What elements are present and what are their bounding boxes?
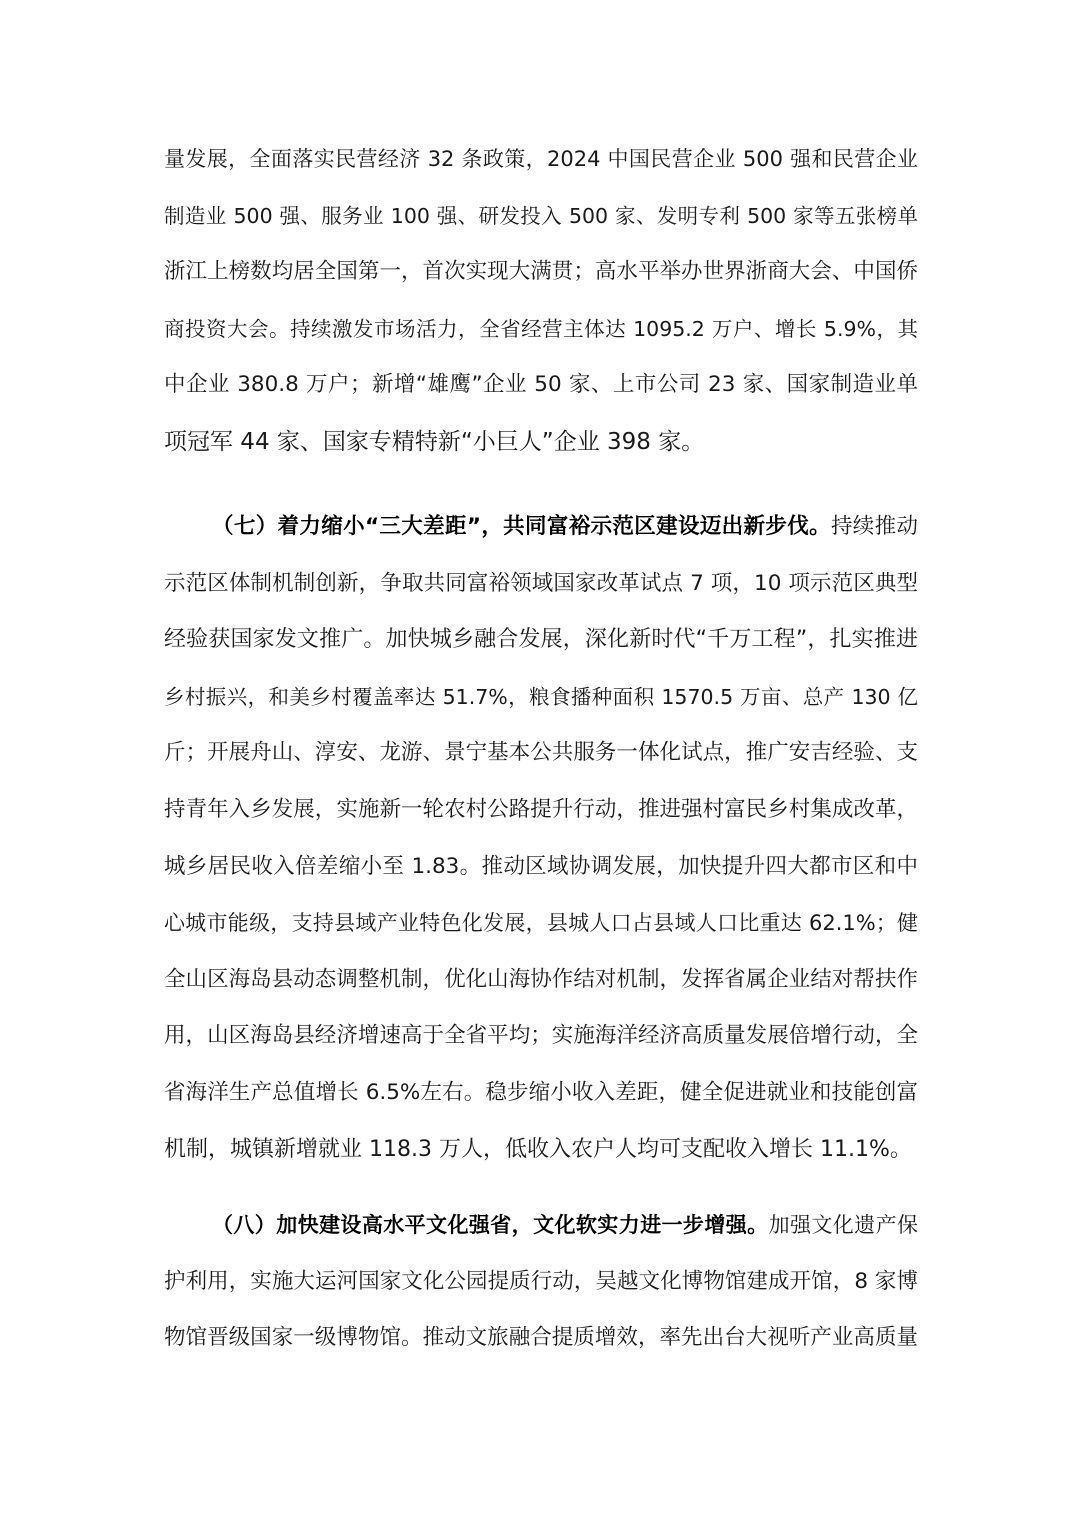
text-line: 机制，城镇新增就业 118.3 万人，低收入农户人均可支配收入增长 11.1%。 xyxy=(164,1136,912,1162)
paragraph-common-prosperity xyxy=(164,499,918,1178)
text-line: 中企业 380.8 万户；新增“雄鹰”企业 50 家、上市公司 23 家、国家制造业单 xyxy=(164,372,918,398)
paragraph-cultural-province xyxy=(164,1197,918,1367)
text-line: 经验获国家发文推广。加快城乡融合发展，深化新时代“千万工程”，扎实推进 xyxy=(164,627,918,653)
text-line: 心城市能级，支持县域产业特色化发展，县城人口占县域人口比重达 62.1%；健 xyxy=(164,911,918,936)
text-line: 浙江上榜数均居全国第一，首次实现大满贯；高水平举办世界浙商大会、中国侨 xyxy=(164,259,918,285)
paragraph-first-line xyxy=(164,499,918,556)
text-line: 乡村振兴，和美乡村覆盖率达 51.7%，粮食播种面积 1570.5 万亩、总产 130 亿 xyxy=(164,684,918,709)
section-heading-7: （七）着力缩小“三大差距”，共同富裕示范区建设迈出新步伐。 xyxy=(212,514,831,539)
text-run: 加强文化遗产保 xyxy=(768,1213,918,1237)
text-line: 省海洋生产总值增长 6.5%左右。稳步缩小收入差距，健全促进就业和技能创富 xyxy=(164,1079,918,1105)
text-line: 制造业 500 强、服务业 100 强、研发投入 500 家、发明专利 500 家等五张榜单 xyxy=(164,203,918,228)
text-line: 用，山区海岛县经济增速高于全省平均；实施海洋经济高质量发展倍增行动，全 xyxy=(164,1023,918,1049)
text-line: 商投资大会。持续激发市场活力，全省经营主体达 1095.2 万户、增长 5.9%，其 xyxy=(164,316,918,341)
text-line: 量发展，全面落实民营经济 32 条政策，2024 中国民营企业 500 强和民营企业 xyxy=(164,147,918,171)
paragraph-first-line xyxy=(164,1197,918,1254)
text-line: 全山区海岛县动态调整机制，优化山海协作结对机制，发挥省属企业结对帮扶作 xyxy=(164,966,918,992)
text-line: 持青年入乡发展，实施新一轮农村公路提升行动，推进强村富民乡村集成改革， xyxy=(164,796,918,822)
text-line: 城乡居民收入倍差缩小至 1.83。推动区域协调发展，加快提升四大都市区和中 xyxy=(164,853,918,879)
text-line: 物馆晋级国家一级博物馆。推动文旅融合提质增效，率先出台大视听产业高质量 xyxy=(164,1325,918,1351)
section-heading-8: （八）加快建设高水平文化强省，文化软实力进一步增强。 xyxy=(212,1213,769,1237)
text-line: 项冠军 44 家、国家专精特新“小巨人”企业 398 家。 xyxy=(164,428,705,455)
text-line: 示范区体制机制创新，争取共同富裕领域国家改革试点 7 项，10 项示范区典型 xyxy=(164,570,918,596)
paragraph-private-economy xyxy=(164,131,918,471)
text-line: 斤；开展舟山、淳安、龙游、景宁基本公共服务一体化试点，推广安吉经验、支 xyxy=(164,740,918,766)
text-line: 护利用，实施大运河国家文化公园提质行动，吴越文化博物馆建成开馆，8 家博 xyxy=(164,1268,918,1294)
text-run: 持续推动 xyxy=(830,514,918,539)
